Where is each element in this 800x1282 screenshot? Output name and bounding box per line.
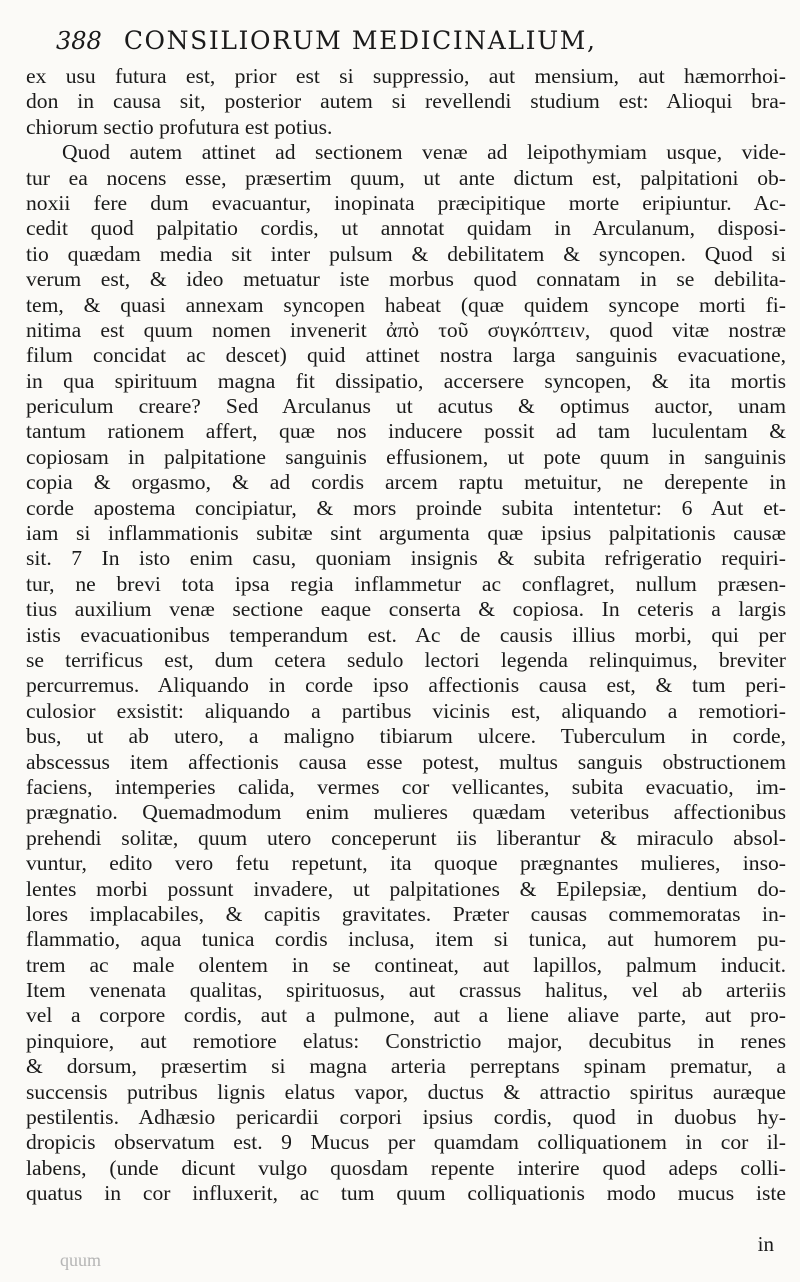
text-line: labens, (unde dicunt vulgo quosdam repente interire quod adeps colli- [26, 1155, 786, 1180]
text-line: filum concidat ac descet) quid attinet nostra larga sanguinis evacuatione, [26, 343, 786, 368]
text-line: in qua spirituum magna fit dissipatio, accersere syncopen, & ita mortis [26, 368, 786, 393]
text-line: flammatio, aqua tunica cordis inclusa, item si tunica, aut humorem pu- [26, 927, 786, 952]
text-line: trem ac male olentem in se contineat, aut lapillos, palmum inducit. [26, 952, 786, 977]
text-line: lores implacabiles, & capitis gravitates. Præter causas commemoratas in- [26, 901, 786, 926]
text-line: tius auxilium venæ sectione eaque conserta & copiosa. In ceteris a largis [26, 597, 786, 622]
text-line: tantum rationem affert, quæ nos inducere possit ad tam luculentam & [26, 419, 786, 444]
text-line: se terrificus est, dum cetera sedulo lectori legenda relinquimus, breviter [26, 647, 786, 672]
bleed-through-text: quum [60, 1250, 102, 1270]
text-line: sit. 7 In isto enim casu, quoniam insignis & subita refrigeratio requiri- [26, 546, 786, 571]
text-line: tur ea nocens esse, præsertim quum, ut ante dictum est, palpitationi ob- [26, 165, 786, 190]
text-line: Quod autem attinet ad sectionem venæ ad leipothymiam usque, vide- [62, 140, 786, 165]
text-line: tur, ne brevi tota ipsa regia inflammetur ac conflagret, nullum præsen- [26, 571, 786, 596]
text-line: culosior exsistit: aliquando a partibus vicinis est, aliquando a remotiori- [26, 698, 786, 723]
text-line: iam si inflammationis subitæ sint argumenta quæ ipsius palpitationis causæ [26, 521, 786, 546]
running-title: CONSILIORUM MEDICINALIUM, [123, 26, 597, 55]
text-line: Item venenata qualitas, spirituosus, aut crassus halitus, vel ab arteriis [26, 978, 786, 1003]
text-line: nitima est quum nomen invenerit ἀπὸ τοῦ συγκόπτειν, quod vitæ nostræ [26, 317, 786, 342]
text-line: prægnatio. Quemadmodum enim mulieres quædam veteribus affectionibus [26, 800, 786, 825]
text-body [26, 64, 786, 1207]
text-line: & dorsum, præsertim si magna arteria perreptans spinam prematur, a [26, 1054, 786, 1079]
text-line: ex usu futura est, prior est si suppressio, aut mensium, aut hæmorrhoi- [26, 64, 786, 88]
text-line: percurremus. Aliquando in corde ipso affectionis causa est, & tum peri- [26, 673, 786, 698]
text-line: vel a corpore cordis, aut a pulmone, aut a liene aliave parte, aut pro- [26, 1003, 786, 1028]
text-line: verum est, & ideo metuatur iste morbus quod connatam in se debilita- [26, 267, 786, 292]
text-line: vuntur, edito vero fetu repetunt, ita quoque prægnantes mulieres, inso- [26, 851, 786, 876]
text-line: abscessus item affectionis causa esse potest, multus sanguis obstructionem [26, 749, 786, 774]
page-header [26, 26, 780, 62]
text-line: corde apostema concipiatur, & mors proinde subita intentetur: 6 Aut et- [26, 495, 786, 520]
text-line: copia & orgasmo, & ad cordis arcem raptu metuitur, ne derepente in [26, 470, 786, 495]
text-line: quatus in cor influxerit, ac tum quum colliquationis modo mucus iste [26, 1181, 786, 1206]
text-line: tem, & quasi annexam syncopen habeat (quæ quidem syncope morti fi- [26, 292, 786, 317]
catchword: in [757, 1232, 774, 1256]
text-line: faciens, intemperies calida, vermes cor vellicantes, subita evacuatio, im- [26, 774, 786, 799]
text-line: cedit quod palpitatio cordis, ut annotat quidam in Arculanum, disposi- [26, 216, 786, 241]
text-line: prehendi solitæ, quum utero conceperunt iis liberantur & miraculo absol- [26, 825, 786, 850]
page-number: 388 [56, 27, 102, 55]
text-line: noxii fere dum evacuantur, inopinata præcipitique morte eripiuntur. Ac- [26, 190, 786, 215]
text-line: chiorum sectio profutura est potius. [26, 114, 333, 139]
text-line: pestilentis. Adhæsio pericardii corpori ipsius cordis, quod in duobus hy- [26, 1105, 786, 1130]
text-line: pinquiore, aut remotiore elatus: Constrictio major, decubitus in renes [26, 1028, 786, 1053]
text-line: periculum creare? Sed Arculanus ut acutus & optimus auctor, unam [26, 394, 786, 419]
text-line: tio quædam media sit inter pulsum & debilitatem & syncopen. Quod si [26, 241, 786, 266]
text-line: don in causa sit, posterior autem si revellendi studium est: Alioqui bra- [26, 89, 786, 114]
text-line: copiosam in palpitatione sanguinis effusionem, ut pote quum in sanguinis [26, 444, 786, 469]
text-line: dropicis observatum est. 9 Mucus per quamdam colliquationem in cor il- [26, 1130, 786, 1155]
text-line: succensis putribus lignis elatus vapor, ductus & attractio spiritus auræque [26, 1079, 786, 1104]
text-line: istis evacuationibus temperandum est. Ac de causis illius morbi, qui per [26, 622, 786, 647]
text-line: bus, ut ab utero, a maligno tibiarum ulcere. Tuberculum in corde, [26, 724, 786, 749]
text-line: lentes morbi possunt invadere, ut palpitationes & Epilepsiæ, dentium do- [26, 876, 786, 901]
